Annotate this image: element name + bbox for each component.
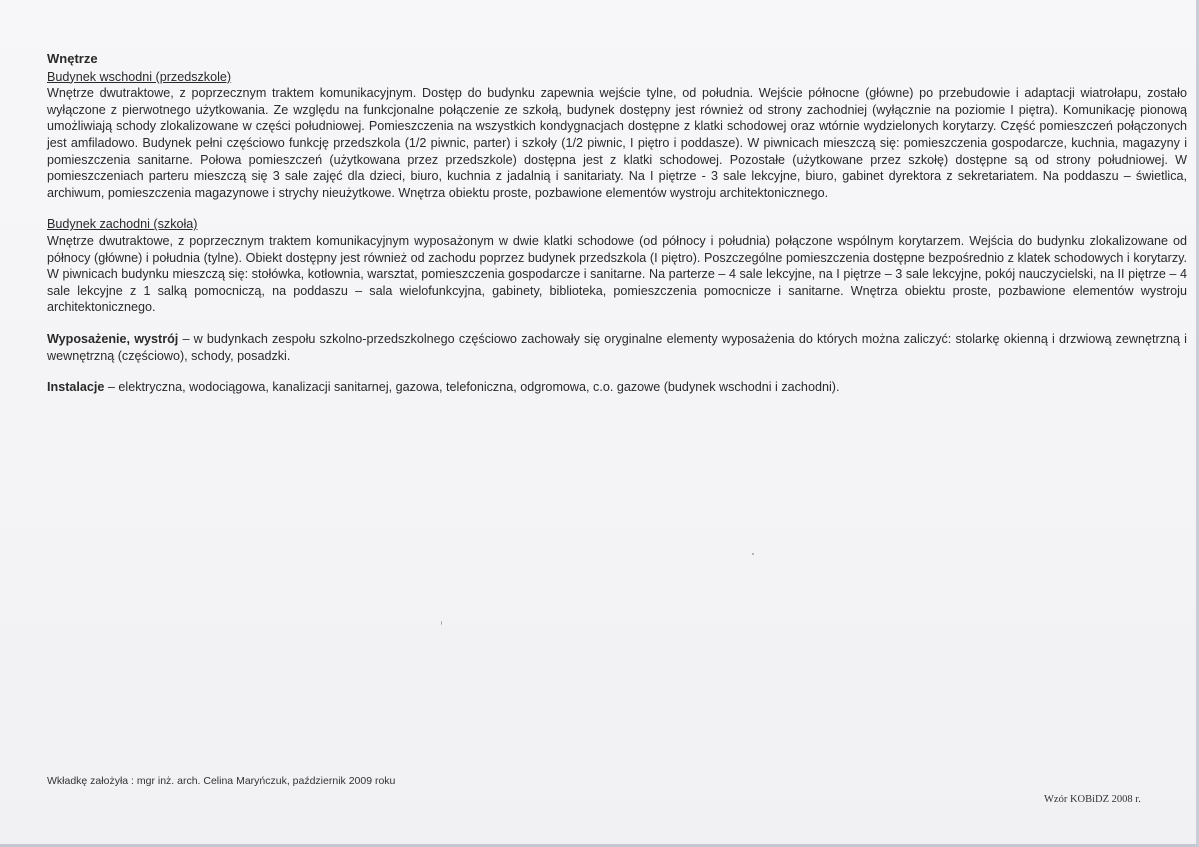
paper-speck [441, 621, 442, 625]
installations-section [47, 379, 1187, 396]
installations-label: Instalacje [47, 380, 105, 395]
equipment-text: – w budynkach zespołu szkolno-przedszkolnego częściowo zachowały się oryginalne elementy wyposażenia do których można zaliczyć: stolarkę okienną i drzwiową zewnętrzną i wewnętrzną (częściowo), schody, posadzki. [47, 331, 1187, 363]
east-building-text: Wnętrze dwutraktowe, z poprzecznym traktem komunikacyjnym. Dostęp do budynku zapewnia wejście tylne, od południa. Wejście północne (główne) po przebudowie i adaptacji wiatrołapu, zostało wyłączone z pierwotnego użytkowania. Ze względu na funkcjonalne połączenie ze szkołą, budynek dostępny jest również od strony zachodniej (wyłącznie na poziomie I piętra). Komunikację pionową umożliwiają schody zlokalizowane w części południowej. Pomieszczenia na wszystkich kondygnacjach dostępne z klatki schodowej oraz wtórnie wydzielonych korytarzy. Część pomieszczeń połączonych jest amfiladowo. Budynek pełni częściowo funkcję przedszkola (1/2 piwnic, parter) i szkoły (1/2 piwnic, I piętro i poddasze). W piwnicach mieszczą się: pomieszczenia gospodarcze, kuchnia, magazyny i pomieszczenia sanitarne. Połowa pomieszczeń (użytkowana przez przedszkole) dostępna jest z klatki schodowej. Pozostałe (użytkowane przez szkołę) dostępne są od strony południowej. W pomieszczeniach parteru mieszczą się 3 sale zajęć dla dzieci, biuro, kuchnia z jadalnią i sanitariaty. Na I piętrze - 3 sale lekcyjne, biuro, gabinet dyrektora z sekretariatem. Na poddaszu – świetlica, archiwum, pomieszczenia magazynowe i strychy nieużytkowe. Wnętrza obiektu proste, pozbawione elementów wystroju architektonicznego. [47, 86, 1187, 200]
equipment-paragraph [47, 331, 1187, 364]
equipment-label: Wyposażenie, wystrój [47, 331, 179, 346]
author-note: Wkładkę założyła : mgr inż. arch. Celina Maryńczuk, październik 2009 roku [47, 775, 396, 787]
section-title: Wnętrze [47, 51, 98, 66]
template-note: Wzór KOBiDZ 2008 r. [1044, 794, 1141, 805]
west-building-title: Budynek zachodni (szkoła) [47, 217, 198, 232]
installations-paragraph [47, 379, 1187, 396]
installations-text: – elektryczna, wodociągowa, kanalizacji sanitarnej, gazowa, telefoniczna, odgromowa, c.o. gazowe (budynek wschodni i zachodni). [104, 380, 840, 395]
west-building-section [47, 216, 1187, 316]
document-body [47, 51, 1187, 396]
equipment-section [47, 331, 1187, 364]
west-building-text: Wnętrze dwutraktowe, z poprzecznym traktem komunikacyjnym wyposażonym w dwie klatki schodowe (od północy i południa) połączone wspólnym korytarzem. Wejścia do budynku zlokalizowane od północy (główne) i południa (tylne). Obiekt dostępny jest również od zachodu poprzez budynek przedszkola (I piętro). Poszczególne pomieszczenia dostępne bezpośrednio z klatek schodowych i korytarzy. W piwnicach budynku mieszczą się: stołówka, kotłownia, warsztat, pomieszczenia gospodarcze i sanitarne. Na parterze – 4 sale lekcyjne, na I piętrze – 3 sale lekcyjne, pokój nauczycielski, na II piętrze – 4 sale lekcyjne z 1 salką pomocniczą, na poddaszu – sala wielofunkcyjna, gabinety, biblioteka, pomieszczenia pomocnicze i sanitarne. Wnętrza obiektu proste, pozbawione elementów wystroju architektonicznego. [47, 233, 1187, 315]
paper-speck [752, 553, 754, 555]
interior-section [47, 51, 1187, 201]
east-building-title: Budynek wschodni (przedszkole) [47, 69, 232, 84]
